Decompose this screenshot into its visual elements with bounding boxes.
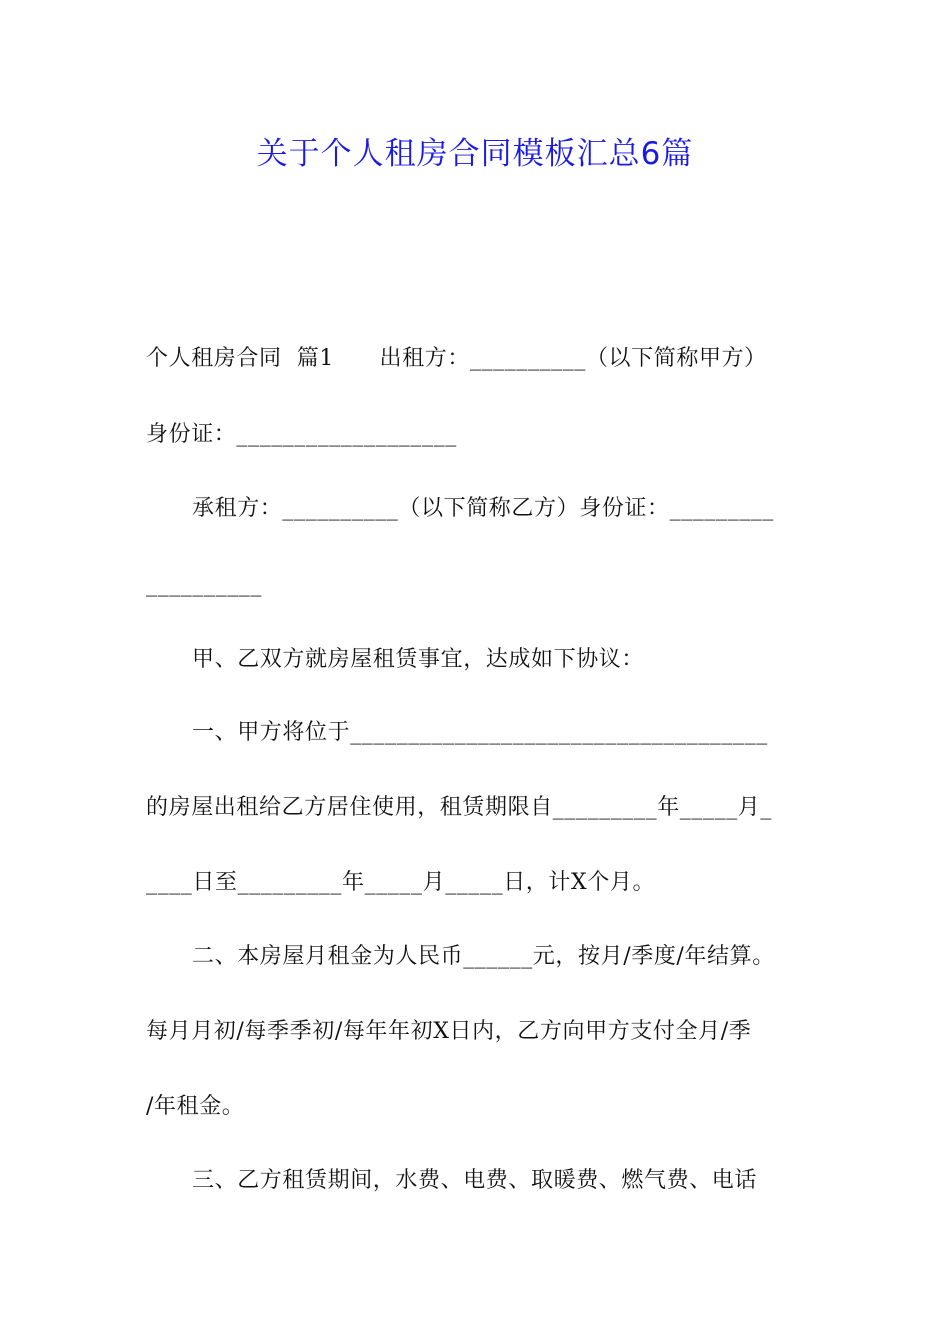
text-line-2: 身份证：___________________ [146, 422, 457, 447]
text-line-11: /年租金。 [146, 1094, 245, 1119]
text-line-1: 个人租房合同 篇1 出租方：__________（以下简称甲方） [146, 346, 767, 371]
document-title: 关于个人租房合同模板汇总6篇 [256, 136, 694, 172]
text-line-8: ____日至_________年_____月_____日，计X个月。 [146, 870, 656, 895]
text-line-9: 二、本房屋月租金为人民币______元，按月/季度/年结算。 [192, 944, 775, 969]
text-line-5: 甲、乙双方就房屋租赁事宜，达成如下协议： [192, 647, 645, 672]
text-line-3: 承租方：__________（以下简称乙方）身份证：_________ [192, 496, 775, 521]
text-line-10: 每月月初/每季季初/每年年初X日内，乙方向甲方支付全月/季 [146, 1019, 752, 1044]
text-line-12: 三、乙方租赁期间，水费、电费、取暖费、燃气费、电话 [192, 1168, 758, 1193]
text-line-6: 一、甲方将位于____________________________________ [192, 720, 768, 745]
text-line-4: __________ [146, 572, 262, 597]
text-line-7: 的房屋出租给乙方居住使用，租赁期限自_________年_____月_ [146, 795, 773, 820]
